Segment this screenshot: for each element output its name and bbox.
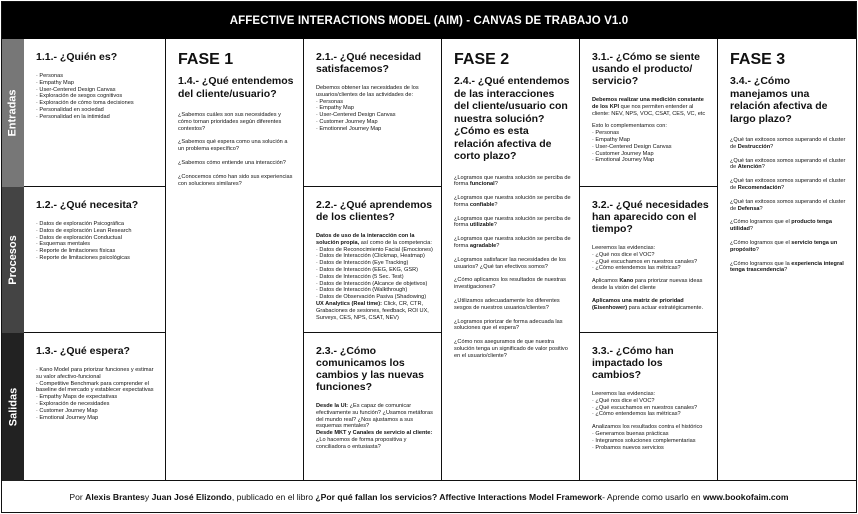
list-item: · Generamos buenas prácticas	[592, 431, 709, 438]
list-item: · Empathy Map	[592, 137, 709, 144]
list-item: · Kano Model para priorizar funciones y estimar su valor afectivo-funcional	[36, 367, 157, 381]
cell-text: Desde MKT y Canales de servicio al cliente: ¿Lo hacemos de forma propositiva y conciliadora o entusiasta?	[316, 430, 433, 450]
question: ¿Logramos que nuestra solución se perciba de forma funcional?	[454, 174, 571, 188]
list-item: · Datos de exploración Psicográfica	[36, 221, 157, 228]
cell-heading: 3.4.- ¿Cómo manejamos una relación afectiva de largo plazo?	[730, 75, 828, 125]
paragraph: ¿Cómo aplicamos los resultados de nuestras investigaciones?	[454, 277, 566, 291]
list-item: · ¿Cómo entendemos las métricas?	[592, 411, 709, 418]
list-item: · Probamos nuevos servicios	[592, 445, 709, 452]
question: ¿Qué tan exitosos somos superando el cluster de Destrucción?	[730, 137, 846, 150]
cell-text: Leeremos las evidencias:	[592, 391, 656, 397]
list-item: · ¿Cómo entendemos las métricas?	[592, 265, 709, 272]
list-item: · Datos de Interacción (5 Sec. Test)	[316, 274, 433, 281]
list-item: · Customer Journey Map	[316, 119, 433, 126]
list-item: · Empathy Map	[36, 80, 157, 87]
row-label-procesos: Procesos	[2, 187, 24, 333]
list-item: · Emotionnel Journey Map	[316, 126, 433, 133]
list-item: · User-Centered Design Canvas	[592, 144, 709, 151]
list-item: · Emotional Journey Map	[36, 415, 157, 422]
list-item: · Datos de Interacción (Walkthrough)	[316, 287, 433, 294]
cell-list	[592, 431, 709, 451]
paragraph: ¿Logramos priorizar de forma adecuada las soluciones que el espera?	[454, 318, 563, 332]
list-item: · ¿Qué escuchamos en nuestros canales?	[592, 259, 709, 266]
list-item: · Esquemas mentales	[36, 241, 157, 248]
cell-text: Desde la UI: ¿Es capaz de comunicar efectivamente su función? ¿Usamos metáforas del mundo real? ¿Nos ajustamos a sus esquemas mentales?	[316, 403, 433, 430]
cell-list	[592, 130, 709, 164]
list-item: · Empathy Maps de expectativas	[36, 394, 157, 401]
row-label-entradas: Entradas	[2, 39, 24, 187]
cell-list	[316, 99, 433, 133]
cell-closing: ¿Cómo nos aseguramos de que nuestra solución tenga un significado de valor positivo en el usuario/cliente?	[454, 339, 568, 359]
list-item: · Competitive Benchmark para comprender el baseline del mercado y establecer expectativas	[36, 381, 157, 395]
cell-2-2	[304, 187, 442, 333]
question: ¿Cómo logramos que la experiencia integral tenga trascendencia?	[730, 260, 844, 274]
cell-list	[592, 398, 709, 418]
paragraph: ¿Conocemos cómo han sido sus experiencias con soluciones similares?	[178, 173, 293, 187]
cell-heading: 1.4.- ¿Qué entendemos del cliente/usuario?	[178, 75, 294, 100]
list-item: · Exploración de necesidades	[36, 401, 157, 408]
list-item: · ¿Qué nos dice el VOC?	[592, 398, 709, 405]
cell-heading: 2.4.- ¿Qué entendemos de las interacciones del cliente/usuario con nuestra solución? ¿Cómo es esta relación afectiva de corto plazo?	[454, 75, 570, 162]
cell-3-4	[718, 39, 856, 481]
cell-1-1	[24, 39, 166, 187]
question: ¿Cómo logramos que el producto tenga utilidad?	[730, 219, 832, 233]
paragraph: ¿Utilizamos adecuadamente los diferentes sesgos de nuestros usuarios/clientes?	[454, 298, 560, 311]
phase-title: FASE 2	[454, 51, 510, 68]
cell-heading: 2.3.- ¿Cómo comunicamos los cambios y las nuevas funciones?	[316, 345, 424, 393]
list-item: · Datos de Interacción (Clickmap, Heatmap)	[316, 253, 433, 260]
cell-2-3	[304, 333, 442, 481]
phase-title: FASE 3	[730, 51, 786, 68]
canvas-title: AFFECTIVE INTERACTIONS MODEL (AIM) - CANVAS DE TRABAJO V1.0	[2, 2, 856, 39]
list-item: · Personalidad en sociedad	[36, 107, 157, 114]
question: ¿Cómo logramos que el servicio tenga un propósito?	[730, 239, 838, 253]
list-item: · Customer Journey Map	[36, 408, 157, 415]
cell-text: Analizamos los resultados contra el histórico	[592, 424, 703, 431]
list-item: · Personas	[36, 73, 157, 80]
list-item: · Datos de Interacción (Eye Tracking)	[316, 260, 433, 267]
list-item: · Personalidad en la intimidad	[36, 114, 157, 121]
list-item: · ¿Qué nos dice el VOC?	[592, 252, 709, 259]
list-item: · Datos de exploración Lean Research	[36, 228, 157, 235]
cell-intro: Datos de uso de la interacción con la solución propia, así como de la competencia:	[316, 233, 432, 246]
list-item: · Customer Journey Map	[592, 151, 709, 158]
cell-questions	[730, 137, 848, 274]
paragraph: ¿Sabemos cómo entiende una interacción?	[178, 159, 286, 166]
paragraph: ¿Logramos satisfacer las necesidades de los usuarios? ¿Qué tan efectivos somos?	[454, 256, 566, 270]
book-title: ¿Por qué fallan los servicios? Affective Interactions Model Framework	[315, 491, 603, 502]
question: ¿Logramos que nuestra solución se perciba de forma confiable?	[454, 195, 571, 208]
question: ¿Qué tan exitosos somos superando el cluster de Atención?	[730, 157, 846, 171]
question: ¿Logramos que nuestra solución se perciba de forma utilizable?	[454, 215, 571, 229]
list-item: · Reporte de limitaciones físicas	[36, 248, 157, 255]
list-item: · Exploración de cómo toma decisiones	[36, 100, 157, 107]
list-item: · Datos de exploración Conductual	[36, 235, 157, 242]
cell-2-4	[442, 39, 580, 481]
cell-list	[36, 221, 157, 262]
cell-intro: Debemos obtener las necesidades de los usuarios/clientes de las actividades de:	[316, 85, 419, 98]
cell-heading: 1.2.- ¿Qué necesita?	[36, 199, 139, 211]
question: ¿Qué tan exitosos somos superando el cluster de Defensa?	[730, 198, 846, 212]
cell-1-2	[24, 187, 166, 333]
cell-text: Aplicamos una matriz de prioridad (Eisenhower) para actuar estratégicamente.	[592, 297, 703, 311]
cell-list	[36, 367, 157, 421]
list-item: · User-Centered Design Canvas	[316, 112, 433, 119]
cell-3-2	[580, 187, 718, 333]
question: ¿Logramos que nuestra solución se perciba de forma agradable?	[454, 236, 571, 250]
cell-heading: 3.1.- ¿Cómo se siente usando el producto/ servicio?	[592, 51, 700, 87]
footer-credits: Por Alexis Brantes y Juan José Elizondo , publicado en el libro ¿Por qué fallan los servicios? Affective Interactions Model Framework - Aprende como usarlo en www.bookofaim.com	[69, 491, 789, 502]
cell-3-3	[580, 333, 718, 481]
cell-1-3	[24, 333, 166, 481]
cell-list	[592, 252, 709, 272]
cell-heading: 2.2.- ¿Qué aprendemos de los clientes?	[316, 199, 433, 223]
cell-heading: 1.3.- ¿Qué espera?	[36, 345, 130, 357]
cell-list	[36, 73, 157, 121]
list-item: · Empathy Map	[316, 105, 433, 112]
cell-heading: 2.1.- ¿Qué necesidad satisfacemos?	[316, 51, 422, 75]
cell-questions	[454, 175, 571, 250]
cell-text: Leeremos las evidencias:	[592, 245, 656, 251]
cell-heading: 3.3.- ¿Cómo han impactado los cambios?	[592, 345, 674, 381]
cell-text: Aplicamos Kano para priorizar nuevas ideas desde la visión del cliente	[592, 278, 703, 291]
cell-paragraphs	[454, 257, 571, 332]
canvas-frame	[1, 1, 857, 513]
list-item: · Datos de Interacción (Alcance de objetivos)	[316, 281, 433, 288]
question: ¿Qué tan exitosos somos superando el cluster de Recomendación?	[730, 178, 846, 191]
cell-text: Esto lo complementamos con:	[592, 123, 667, 130]
cell-list	[316, 247, 433, 301]
phase-title: FASE 1	[178, 51, 234, 68]
cell-2-1	[304, 39, 442, 187]
list-item: · Reporte de limitaciones psicológicas	[36, 255, 157, 262]
website-link[interactable]: www.bookofaim.com	[702, 491, 789, 502]
cell-heading: 1.1.- ¿Quién es?	[36, 51, 118, 63]
list-item: · Datos de Interacción (EEG, EKG, GSR)	[316, 267, 433, 274]
cell-3-1	[580, 39, 718, 187]
list-item: · Exploración de sesgos cognitivos	[36, 93, 157, 100]
paragraph: ¿Sabemos qué espera como una solución a un problema específico?	[178, 139, 288, 153]
cell-1-4	[166, 39, 304, 481]
list-item: · Emotional Journey Map	[592, 157, 709, 164]
list-item: · Datos de Observación Pasiva (Shadowing)	[316, 294, 433, 301]
author-2: Juan José Elizondo	[151, 491, 232, 502]
canvas-grid	[24, 39, 856, 481]
list-item: · Personas	[316, 99, 433, 106]
cell-paragraphs	[178, 112, 295, 187]
list-item: · Datos de Reconocimiento Facial (Emociones)	[316, 247, 433, 254]
cell-heading: 3.2.- ¿Qué necesidades han aparecido con el tiempo?	[592, 199, 709, 235]
cell-text: Debemos realizar una medición constante de los KPI que nos permiten entender al cliente: NEV, NPS, VOC, CSAT, CES, VC, etc	[592, 97, 706, 117]
list-item: · User-Centered Design Canvas	[36, 87, 157, 94]
list-item: · ¿Qué escuchamos en nuestros canales?	[592, 405, 709, 412]
list-item: · Integramos soluciones complementarias	[592, 438, 709, 445]
cell-ux: UX Analytics (Real time): Click, CR, CTR, Grabaciones de sesiones, feedback, ROI UX, Surveys, CES, NPS, CSAT, NEV)	[316, 300, 429, 321]
list-item: · Personas	[592, 130, 709, 137]
row-label-salidas: Salidas	[2, 333, 24, 481]
author-1: Alexis Brantes	[85, 491, 145, 502]
paragraph: ¿Sabemos cuáles son sus necesidades y cómo tornan prioridades según diferentes contextos?	[178, 112, 282, 132]
